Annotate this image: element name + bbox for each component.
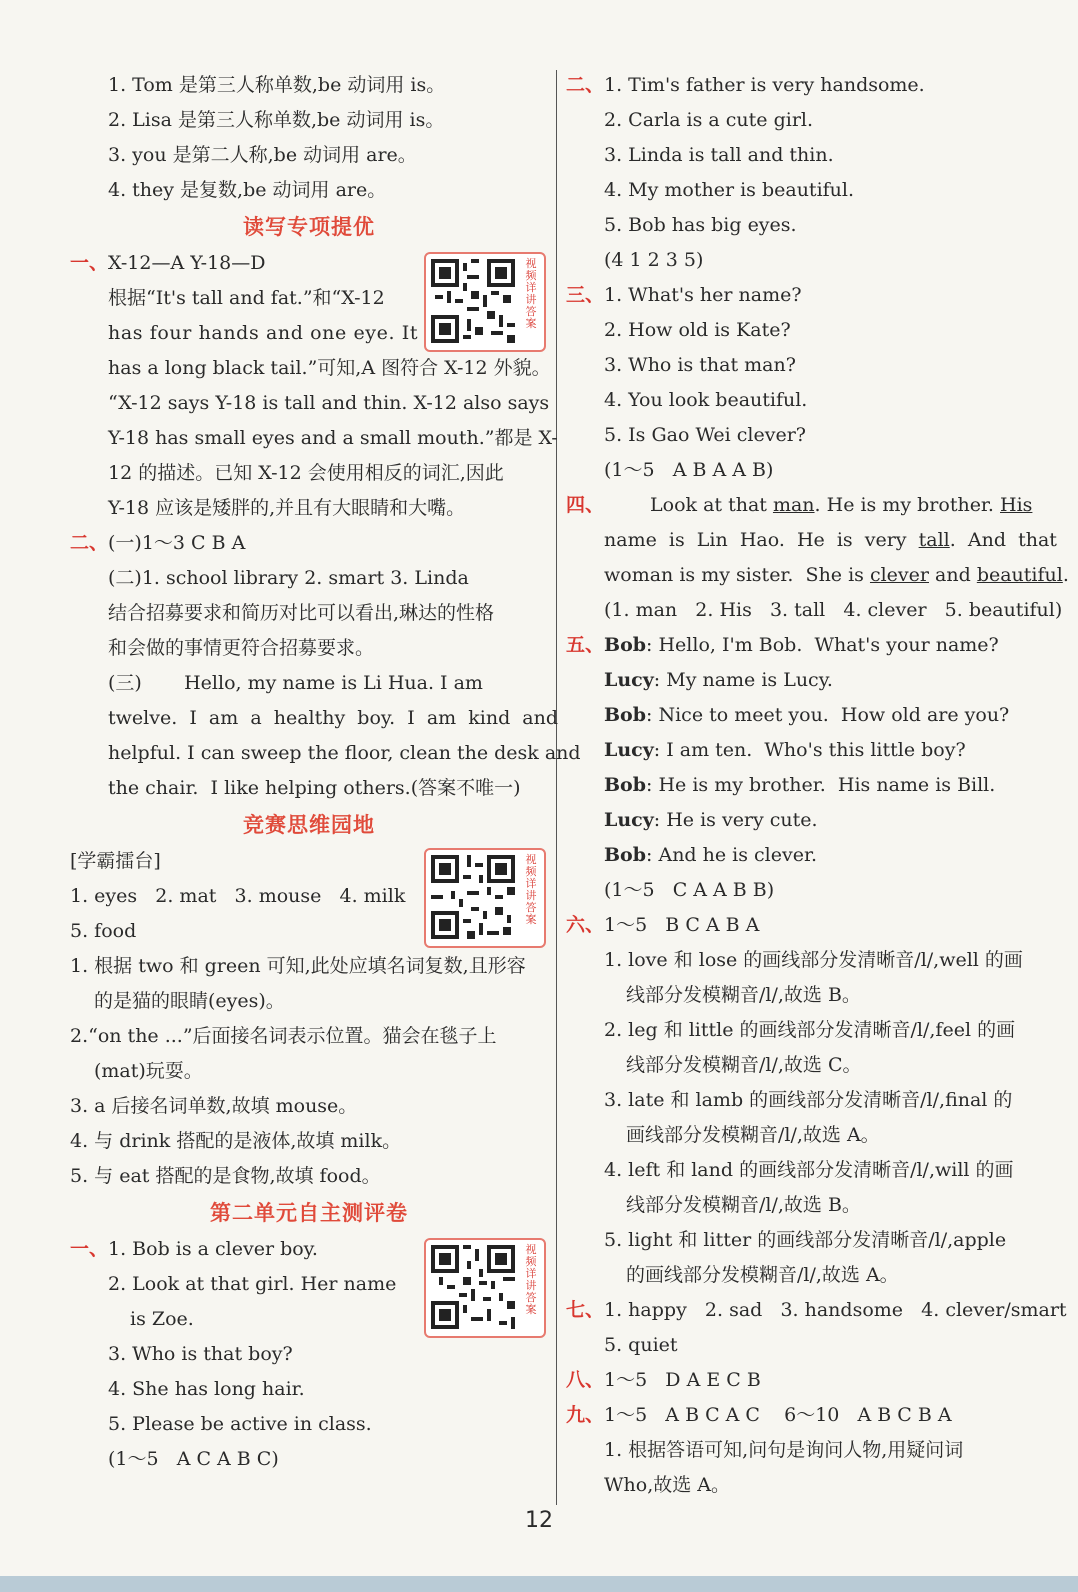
underlined-word: tall: [918, 529, 950, 551]
question-number: 六、: [566, 914, 605, 936]
speaker: Lucy: [604, 669, 654, 691]
passage-text: woman is my sister. She is: [604, 564, 870, 586]
question-number: 一、: [70, 1238, 109, 1260]
text-line: Who,故选 A。: [604, 1474, 731, 1496]
text-line: 线部分发模糊音/l/,故选 B。: [626, 984, 861, 1006]
question-number: 九、: [566, 1404, 605, 1426]
text-line: 1～5 A B C A C 6～10 A B C B A: [604, 1404, 952, 1426]
text-line: 结合招募要求和简历对比可以看出,琳达的性格: [108, 602, 495, 624]
text-line: [学霸擂台]: [70, 850, 161, 872]
text-line: 3. Who is that boy?: [108, 1343, 293, 1365]
text-line: 3. late 和 lamb 的画线部分发清晰音/l/,final 的: [604, 1089, 1013, 1111]
text-line: 5. food: [70, 920, 137, 942]
text-line: 1～5 D A E C B: [604, 1369, 761, 1391]
underlined-word: man: [772, 494, 815, 516]
text-line: helpful. I can sweep the floor, clean the desk and: [108, 742, 581, 764]
text-line: 2. Carla is a cute girl.: [604, 109, 814, 131]
text-line: 2.“on the ...”后面接名词表示位置。猫会在毯子上: [70, 1025, 497, 1047]
text-line: 3. Linda is tall and thin.: [604, 144, 834, 166]
text-line: (mat)玩耍。: [94, 1060, 203, 1082]
question-number: 五、: [566, 634, 605, 656]
qr-code-icon: [431, 259, 515, 343]
text-line: 线部分发模糊音/l/,故选 C。: [626, 1054, 862, 1076]
text-line: 5. 与 eat 搭配的是食物,故填 food。: [70, 1165, 381, 1187]
question-number: 二、: [70, 532, 109, 554]
passage-text: . And that: [949, 529, 1057, 551]
text-line: 5. Bob has big eyes.: [604, 214, 797, 236]
underlined-word: clever: [869, 564, 929, 586]
text-line: 画线部分发模糊音/l/,故选 A。: [626, 1124, 880, 1146]
qr-code-icon: [431, 1245, 515, 1329]
text-line: 12 的描述。已知 X-12 会使用相反的词汇,因此: [108, 462, 504, 484]
text-line: the chair. I like helping others.(答案不唯一): [108, 777, 521, 799]
text-line: 4. 与 drink 搭配的是液体,故填 milk。: [70, 1130, 402, 1152]
question-number: 三、: [566, 284, 605, 306]
text-line: has four hands and one eye. It: [108, 322, 419, 344]
text-line: 3. you 是第二人称,be 动词用 are。: [108, 144, 417, 166]
dialog-text: : He is very cute.: [653, 809, 818, 831]
speaker: Bob: [604, 634, 647, 656]
text-line: 3. Who is that man?: [604, 354, 796, 376]
question-number: 八、: [566, 1369, 605, 1391]
column-divider: [556, 70, 557, 1505]
text-line: 5. light 和 litter 的画线部分发清晰音/l/,apple: [604, 1229, 1007, 1251]
qr-code-video-answer[interactable]: [424, 1238, 546, 1338]
section-heading: 竞赛思维园地: [243, 813, 375, 837]
qr-label: 视频详讲答案: [525, 853, 537, 926]
text-line: 4. You look beautiful.: [604, 389, 808, 411]
text-line: 1. eyes 2. mat 3. mouse 4. milk: [70, 885, 406, 907]
qr-label: 视频详讲答案: [525, 257, 537, 330]
speaker: Bob: [604, 844, 647, 866]
text-line: 4. My mother is beautiful.: [604, 179, 855, 201]
text-line: 2. Lisa 是第三人称单数,be 动词用 is。: [108, 109, 445, 131]
text-line: 的画线部分发模糊音/l/,故选 A。: [626, 1264, 899, 1286]
dialog-text: : My name is Lucy.: [653, 669, 833, 691]
question-number: 二、: [566, 74, 605, 96]
qr-code-icon: [431, 855, 515, 939]
text-line: 5. quiet: [604, 1334, 678, 1356]
text-line: 4. they 是复数,be 动词用 are。: [108, 179, 387, 201]
text-line: 3. a 后接名词单数,故填 mouse。: [70, 1095, 358, 1117]
text-line: 1. love 和 lose 的画线部分发清晰音/l/,well 的画: [604, 949, 1023, 971]
text-line: 根据“It's tall and fat.”和“X-12: [108, 287, 385, 309]
passage-text: . He is my brother.: [814, 494, 1001, 516]
passage-text: .: [1062, 564, 1069, 586]
text-line: “X-12 says Y-18 is tall and thin. X-12 also says: [108, 392, 550, 414]
text-line: X-12—A Y-18—D: [108, 252, 266, 274]
text-line: has a long black tail.”可知,A 图符合 X-12 外貌。: [108, 357, 551, 379]
right-column: [566, 68, 1069, 1503]
speaker: Lucy: [604, 739, 654, 761]
text-line: (1. man 2. His 3. tall 4. clever 5. beautiful): [604, 599, 1063, 621]
text-line: 5. Please be active in class.: [108, 1413, 372, 1435]
text-line: 1. Tom 是第三人称单数,be 动词用 is。: [108, 74, 446, 96]
underlined-word: His: [1000, 494, 1033, 516]
qr-code-video-answer[interactable]: [424, 252, 546, 352]
text-line: 2. Look at that girl. Her name: [108, 1273, 397, 1295]
text-line: 4. She has long hair.: [108, 1378, 305, 1400]
question-number: 一、: [70, 252, 109, 274]
dialog-text: : And he is clever.: [646, 844, 817, 866]
dialog-text: : He is my brother. His name is Bill.: [646, 774, 996, 796]
text-line: 的是猫的眼睛(eyes)。: [94, 990, 285, 1012]
dialog-text: : Hello, I'm Bob. What's your name?: [646, 634, 999, 656]
page-bottom-strip: [0, 1576, 1078, 1592]
speaker: Lucy: [604, 809, 654, 831]
text-line: 5. Is Gao Wei clever?: [604, 424, 806, 446]
text-line: 1. Bob is a clever boy.: [108, 1238, 318, 1260]
text-line: Y-18 应该是矮胖的,并且有大眼睛和大嘴。: [108, 497, 466, 519]
text-line: 1～5 B C A B A: [604, 914, 760, 936]
text-line: 2. leg 和 little 的画线部分发清晰音/l/,feel 的画: [604, 1019, 1016, 1041]
question-number: 七、: [566, 1299, 605, 1321]
section-heading: 读写专项提优: [243, 215, 375, 239]
dialog-text: : I am ten. Who's this little boy?: [653, 739, 966, 761]
text-line: (三) Hello, my name is Li Hua. I am: [108, 672, 483, 694]
text-line: (1～5 C A A B B): [604, 879, 775, 901]
passage-text: name is Lin Hao. He is very: [604, 529, 919, 551]
passage-text: and: [929, 564, 977, 586]
text-line: (一)1～3 C B A: [108, 532, 246, 554]
text-line: Y-18 has small eyes and a small mouth.”都是 X-: [108, 427, 558, 449]
page-number: 12: [525, 1508, 553, 1533]
text-line: is Zoe.: [130, 1308, 194, 1330]
speaker: Bob: [604, 774, 647, 796]
section-heading: 第二单元自主测评卷: [210, 1201, 408, 1225]
qr-label: 视频详讲答案: [525, 1243, 537, 1316]
qr-code-video-answer[interactable]: [424, 848, 546, 948]
text-line: (1～5 A C A B C): [108, 1448, 279, 1470]
text-line: 2. How old is Kate?: [604, 319, 791, 341]
text-line: twelve. I am a healthy boy. I am kind and: [108, 707, 559, 729]
dialog-text: : Nice to meet you. How old are you?: [646, 704, 1010, 726]
underlined-word: beautiful: [976, 564, 1063, 586]
question-number: 四、: [566, 494, 605, 516]
text-line: 1. Tim's father is very handsome.: [604, 74, 925, 96]
text-line: 和会做的事情更符合招募要求。: [108, 637, 375, 659]
text-line: 1. 根据答语可知,问句是询问人物,用疑问词: [604, 1439, 964, 1461]
text-line: 1. 根据 two 和 green 可知,此处应填名词复数,且形容: [70, 955, 526, 977]
text-line: (4 1 2 3 5): [604, 249, 704, 271]
text-line: 4. left 和 land 的画线部分发清晰音/l/,will 的画: [604, 1159, 1014, 1181]
text-line: 1. happy 2. sad 3. handsome 4. clever/smart: [604, 1299, 1067, 1321]
text-line: 线部分发模糊音/l/,故选 B。: [626, 1194, 861, 1216]
text-line: (1～5 A B A A B): [604, 459, 774, 481]
speaker: Bob: [604, 704, 647, 726]
text-line: (二)1. school library 2. smart 3. Linda: [108, 567, 469, 589]
text-line: 1. What's her name?: [604, 284, 802, 306]
passage-text: Look at that: [650, 494, 773, 516]
